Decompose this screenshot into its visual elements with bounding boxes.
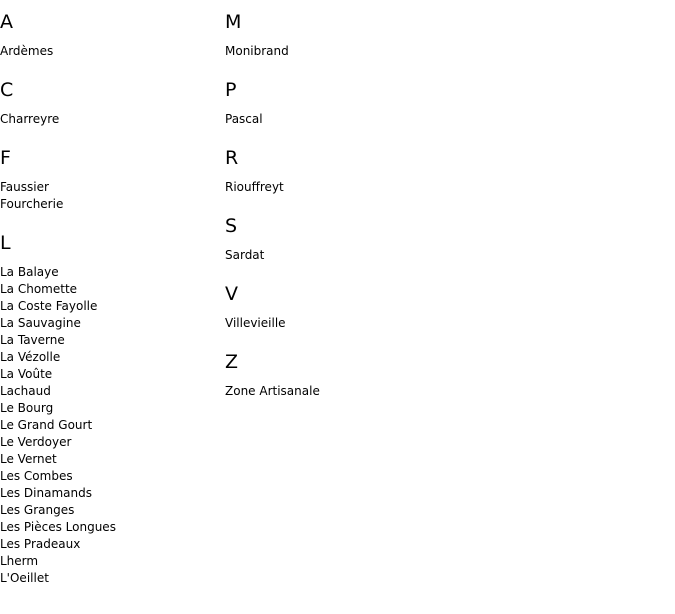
place-list bbox=[225, 111, 445, 128]
letter-group-v bbox=[225, 282, 445, 332]
place-link[interactable]: Les Pradeaux bbox=[0, 537, 81, 551]
letter-group-a bbox=[0, 10, 220, 60]
letter-group-r bbox=[225, 146, 445, 196]
letter-group-l bbox=[0, 231, 220, 587]
letter-heading: M bbox=[225, 11, 242, 33]
place-link[interactable]: Le Vernet bbox=[0, 452, 57, 466]
place-link[interactable]: La Sauvagine bbox=[0, 316, 81, 330]
place-list bbox=[0, 111, 220, 128]
place-list bbox=[225, 315, 445, 332]
place-link[interactable]: Le Bourg bbox=[0, 401, 54, 415]
place-link[interactable]: Monibrand bbox=[225, 44, 289, 58]
letter-group-p bbox=[225, 78, 445, 128]
place-link[interactable]: Faussier bbox=[0, 180, 49, 194]
index-column-right bbox=[225, 10, 445, 418]
letter-heading: S bbox=[225, 215, 238, 237]
place-link[interactable]: La Vézolle bbox=[0, 350, 61, 364]
place-link[interactable]: Riouffreyt bbox=[225, 180, 284, 194]
letter-heading: R bbox=[225, 147, 239, 169]
letter-heading: L bbox=[0, 232, 11, 254]
place-link[interactable]: Lachaud bbox=[0, 384, 51, 398]
place-link[interactable]: Charreyre bbox=[0, 112, 60, 126]
place-link[interactable]: Les Combes bbox=[0, 469, 73, 483]
place-link[interactable]: Sardat bbox=[225, 248, 265, 262]
letter-heading: C bbox=[0, 79, 14, 101]
place-link[interactable]: La Coste Fayolle bbox=[0, 299, 98, 313]
letter-heading: P bbox=[225, 79, 237, 101]
place-link[interactable]: La Chomette bbox=[0, 282, 78, 296]
place-link[interactable]: L'Oeillet bbox=[0, 571, 49, 585]
place-list bbox=[0, 43, 220, 60]
place-link[interactable]: Lherm bbox=[0, 554, 39, 568]
place-link[interactable]: Zone Artisanale bbox=[225, 384, 320, 398]
place-link[interactable]: La Voûte bbox=[0, 367, 53, 381]
place-list bbox=[225, 43, 445, 60]
place-list bbox=[225, 179, 445, 196]
place-link[interactable]: Les Granges bbox=[0, 503, 75, 517]
place-link[interactable]: Ardèmes bbox=[0, 44, 54, 58]
place-link[interactable]: La Taverne bbox=[0, 333, 65, 347]
letter-heading: F bbox=[0, 147, 11, 169]
letter-heading: Z bbox=[225, 351, 239, 373]
place-list bbox=[225, 247, 445, 264]
place-list bbox=[225, 383, 445, 400]
letter-group-m bbox=[225, 10, 445, 60]
place-link[interactable]: Les Dinamands bbox=[0, 486, 92, 500]
letter-group-c bbox=[0, 78, 220, 128]
place-link[interactable]: Fourcherie bbox=[0, 197, 64, 211]
letter-group-z bbox=[225, 350, 445, 400]
place-link[interactable]: Le Verdoyer bbox=[0, 435, 72, 449]
letter-group-f bbox=[0, 146, 220, 213]
letter-heading: V bbox=[225, 283, 238, 305]
place-link[interactable]: La Balaye bbox=[0, 265, 59, 279]
place-link[interactable]: Les Pièces Longues bbox=[0, 520, 116, 534]
letter-heading: A bbox=[0, 11, 13, 33]
place-link[interactable]: Pascal bbox=[225, 112, 263, 126]
letter-group-s bbox=[225, 214, 445, 264]
place-list bbox=[0, 179, 220, 213]
index-column-left bbox=[0, 10, 220, 605]
place-link[interactable]: Villevieille bbox=[225, 316, 286, 330]
place-link[interactable]: Le Grand Gourt bbox=[0, 418, 93, 432]
place-list bbox=[0, 264, 220, 587]
